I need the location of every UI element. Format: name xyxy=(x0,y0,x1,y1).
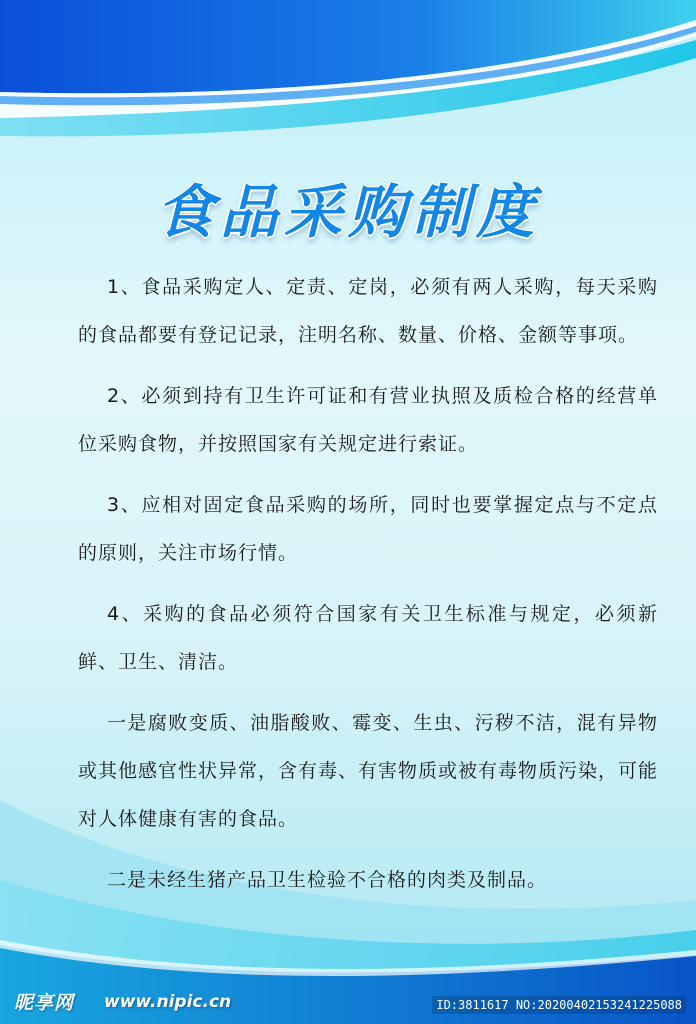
regulation-item-2: 2、必须到持有卫生许可证和有营业执照及质检合格的经营单位采购食物，并按照国家有关规定进行索证。 xyxy=(78,385,658,455)
regulation-body xyxy=(78,263,658,917)
poster-title: 食品采购制度 xyxy=(155,178,540,246)
regulation-subitem-2: 二是未经生猪产品卫生检验不合格的肉类及制品。 xyxy=(107,869,548,891)
regulation-subitem-1: 一是腐败变质、油脂酸败、霉变、生虫、污秽不洁，混有异物或其他感官性状异常，含有毒、有害物质或被有毒物质污染，可能对人体健康有害的食品。 xyxy=(78,712,659,830)
regulation-item-4: 4、采购的食品必须符合国家有关卫生标准与规定，必须新鲜、卫生、清洁。 xyxy=(78,603,658,673)
regulation-item-3: 3、应相对固定食品采购的场所，同时也要掌握定点与不定点的原则，关注市场行情。 xyxy=(78,494,658,564)
watermark-logo: 昵享网 xyxy=(14,992,75,1014)
watermark-id: ID:3811617 NO:20200402153241225088 xyxy=(432,996,686,1014)
regulation-item-1: 1、食品采购定人、定责、定岗，必须有两人采购，每天采购的食品都要有登记记录，注明名称、数量、价格、金额等事项。 xyxy=(78,276,658,346)
watermark-url: www.nipic.cn xyxy=(104,992,232,1012)
